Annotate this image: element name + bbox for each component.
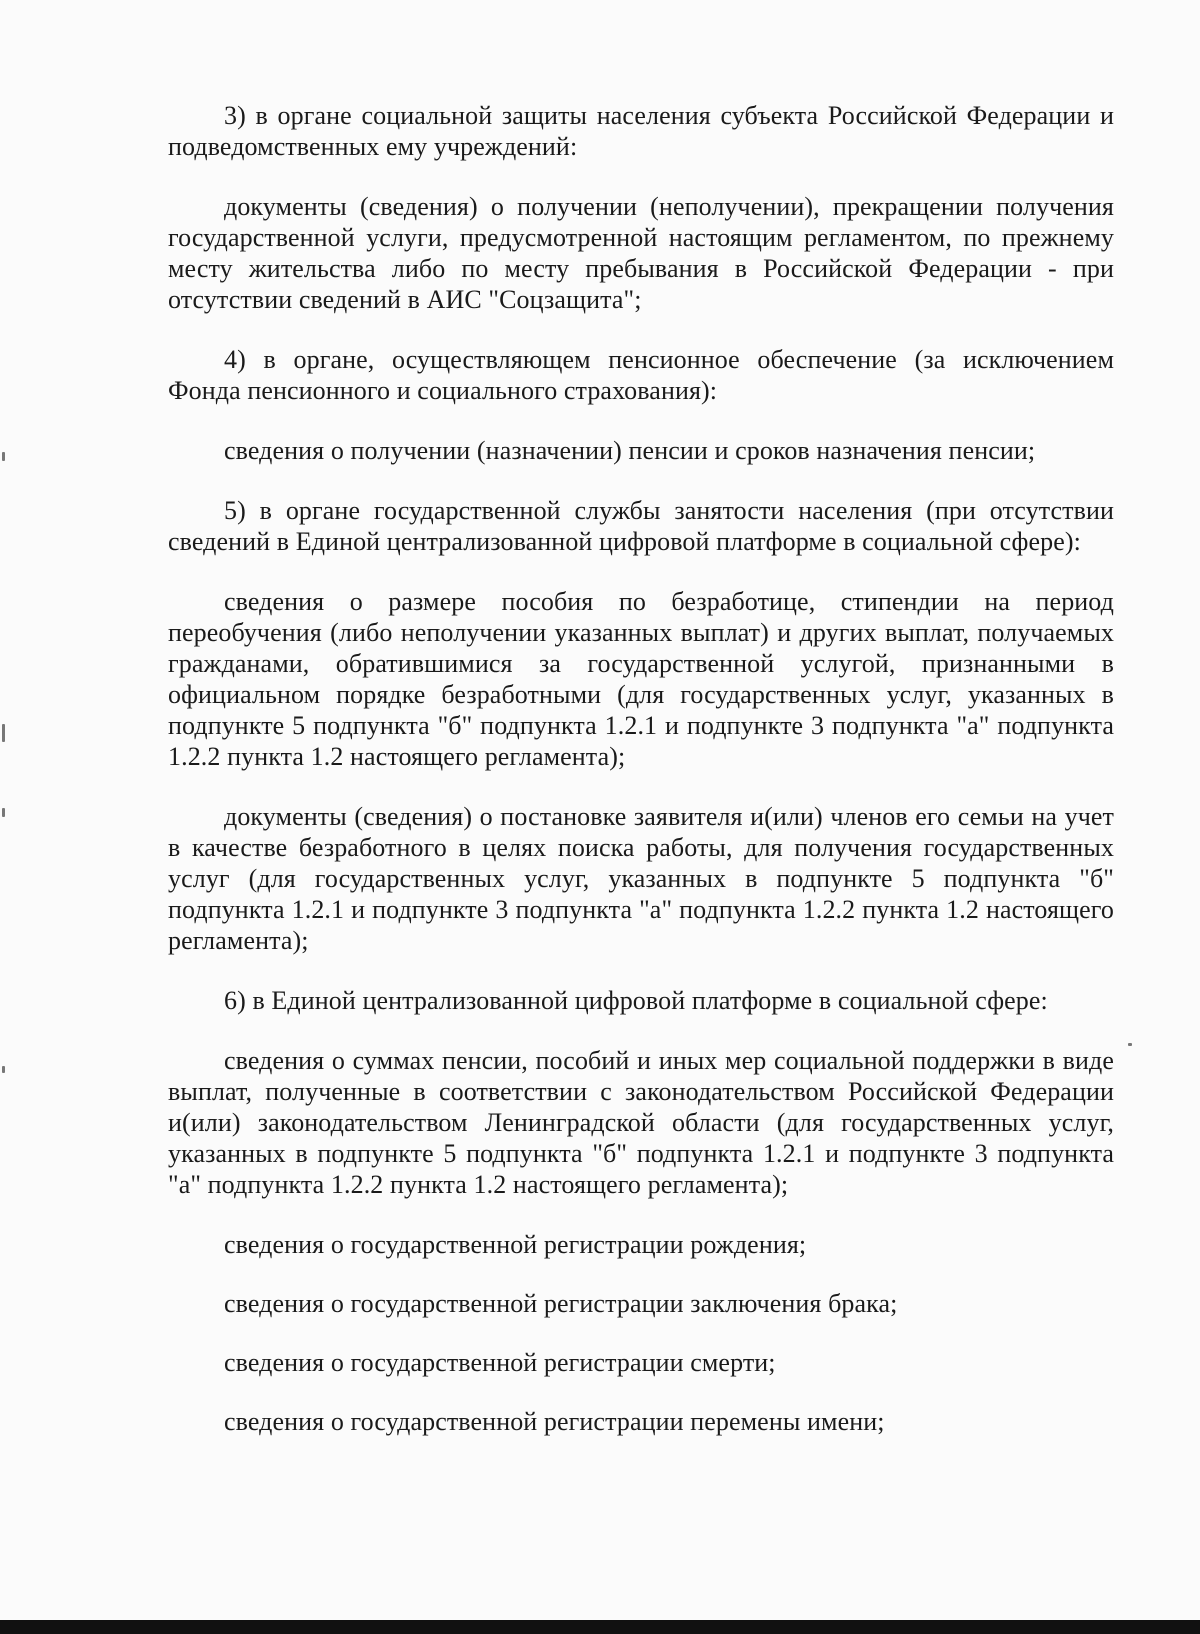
scan-speck <box>1128 1043 1132 1046</box>
document-body <box>168 100 1114 1437</box>
scan-speck <box>2 1066 5 1073</box>
paragraph-item-5-benefits: сведения о размере пособия по безработице, стипендии на период переобучения (либо неполучении указанных выплат) и других выплат, получаемых гражданами, обратившимися за государственной услугой, признанными в официальном порядке безработными (для государственных услуг, указанных в подпункте 5 подпункта "б" подпункта 1.2.1 и подпункте 3 подпункта "а" подпункта 1.2.2 пункта 1.2 настоящего регламента); <box>168 587 1114 771</box>
paragraph-item-3: 3) в органе социальной защиты населения субъекта Российской Федерации и подведомственных ему учреждений: <box>168 101 1114 161</box>
paragraph-birth-registration: сведения о государственной регистрации рождения; <box>224 1230 807 1259</box>
paragraph-marriage-registration: сведения о государственной регистрации заключения брака; <box>224 1289 898 1318</box>
paragraph-item-6: 6) в Единой централизованной цифровой платформе в социальной сфере: <box>224 986 1048 1015</box>
scan-speck <box>2 452 5 461</box>
scan-speck <box>2 724 5 742</box>
paragraph-item-4: 4) в органе, осуществляющем пенсионное обеспечение (за исключением Фонда пенсионного и социального страхования): <box>168 345 1114 405</box>
paragraph-death-registration: сведения о государственной регистрации смерти; <box>224 1348 776 1377</box>
paragraph-item-6-payments: сведения о суммах пенсии, пособий и иных мер социальной поддержки в виде выплат, полученные в соответствии с законодательством Российской Федерации и(или) законодательством Ленинградской области (для государственных услуг, указанных в подпункте 5 подпункта "б" подпункта 1.2.1 и подпункте 3 подпункта "а" подпункта 1.2.2 пункта 1.2 настоящего регламента); <box>168 1046 1114 1199</box>
paragraph-item-3-docs: документы (сведения) о получении (неполучении), прекращении получения государственной услуги, предусмотренной настоящим регламентом, по прежнему месту жительства либо по месту пребывания в Российской Федерации - при отсутствии сведений в АИС "Соцзащита"; <box>168 192 1114 314</box>
paragraph-item-4-pension: сведения о получении (назначении) пенсии и сроков назначения пенсии; <box>224 436 1036 465</box>
scan-speck <box>2 808 5 817</box>
scan-edge-bar <box>0 1620 1200 1634</box>
paragraph-item-5-registration: документы (сведения) о постановке заявителя и(или) членов его семьи на учет в качестве безработного в целях поиска работы, для получения государственных услуг (для государственных услуг, указанных в подпункте 5 подпункта "б" подпункта 1.2.1 и подпункте 3 подпункта "а" подпункта 1.2.2 пункта 1.2 настоящего регламента); <box>168 802 1114 955</box>
paragraph-item-5: 5) в органе государственной службы занятости населения (при отсутствии сведений в Единой централизованной цифровой платформе в социальной сфере): <box>168 496 1114 556</box>
paragraph-name-change-registration: сведения о государственной регистрации перемены имени; <box>224 1407 885 1436</box>
